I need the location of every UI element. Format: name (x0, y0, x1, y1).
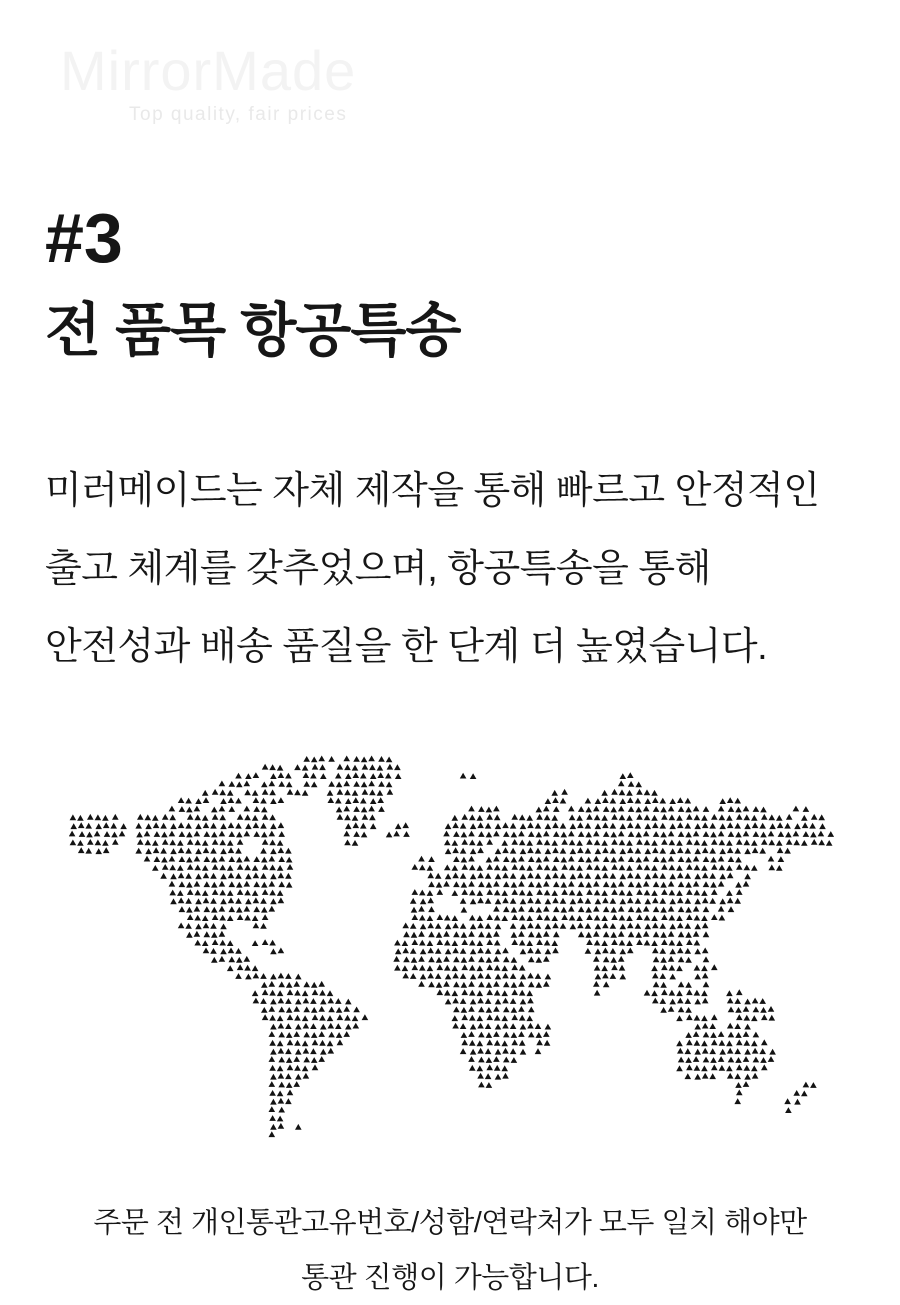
watermark-logo: MirrorMade (60, 39, 357, 102)
body-line: 안전성과 배송 품질을 한 단계 더 높였습니다. (45, 626, 768, 668)
body-line: 출고 체계를 갖추었으며, 항공특송을 통해 (45, 548, 711, 590)
map-triangle-dots (69, 756, 834, 1138)
footer-notice (0, 1196, 900, 1305)
body-line: 미러메이드는 자체 제작을 통해 빠르고 안정적인 (45, 470, 820, 512)
footer-line: 주문 전 개인통관고유번호/성함/연락처가 모두 일치 해야만 (93, 1207, 807, 1239)
watermark-tagline: Top quality, fair prices (129, 104, 348, 125)
section-title: 전 품목 항공특송 (45, 298, 461, 363)
footer-line: 통관 진행이 가능합니다. (301, 1262, 599, 1294)
world-map (69, 755, 835, 1141)
body-paragraph (45, 452, 880, 686)
dotted-world-map-graphic (69, 755, 835, 1141)
section-number: #3 (45, 199, 123, 277)
